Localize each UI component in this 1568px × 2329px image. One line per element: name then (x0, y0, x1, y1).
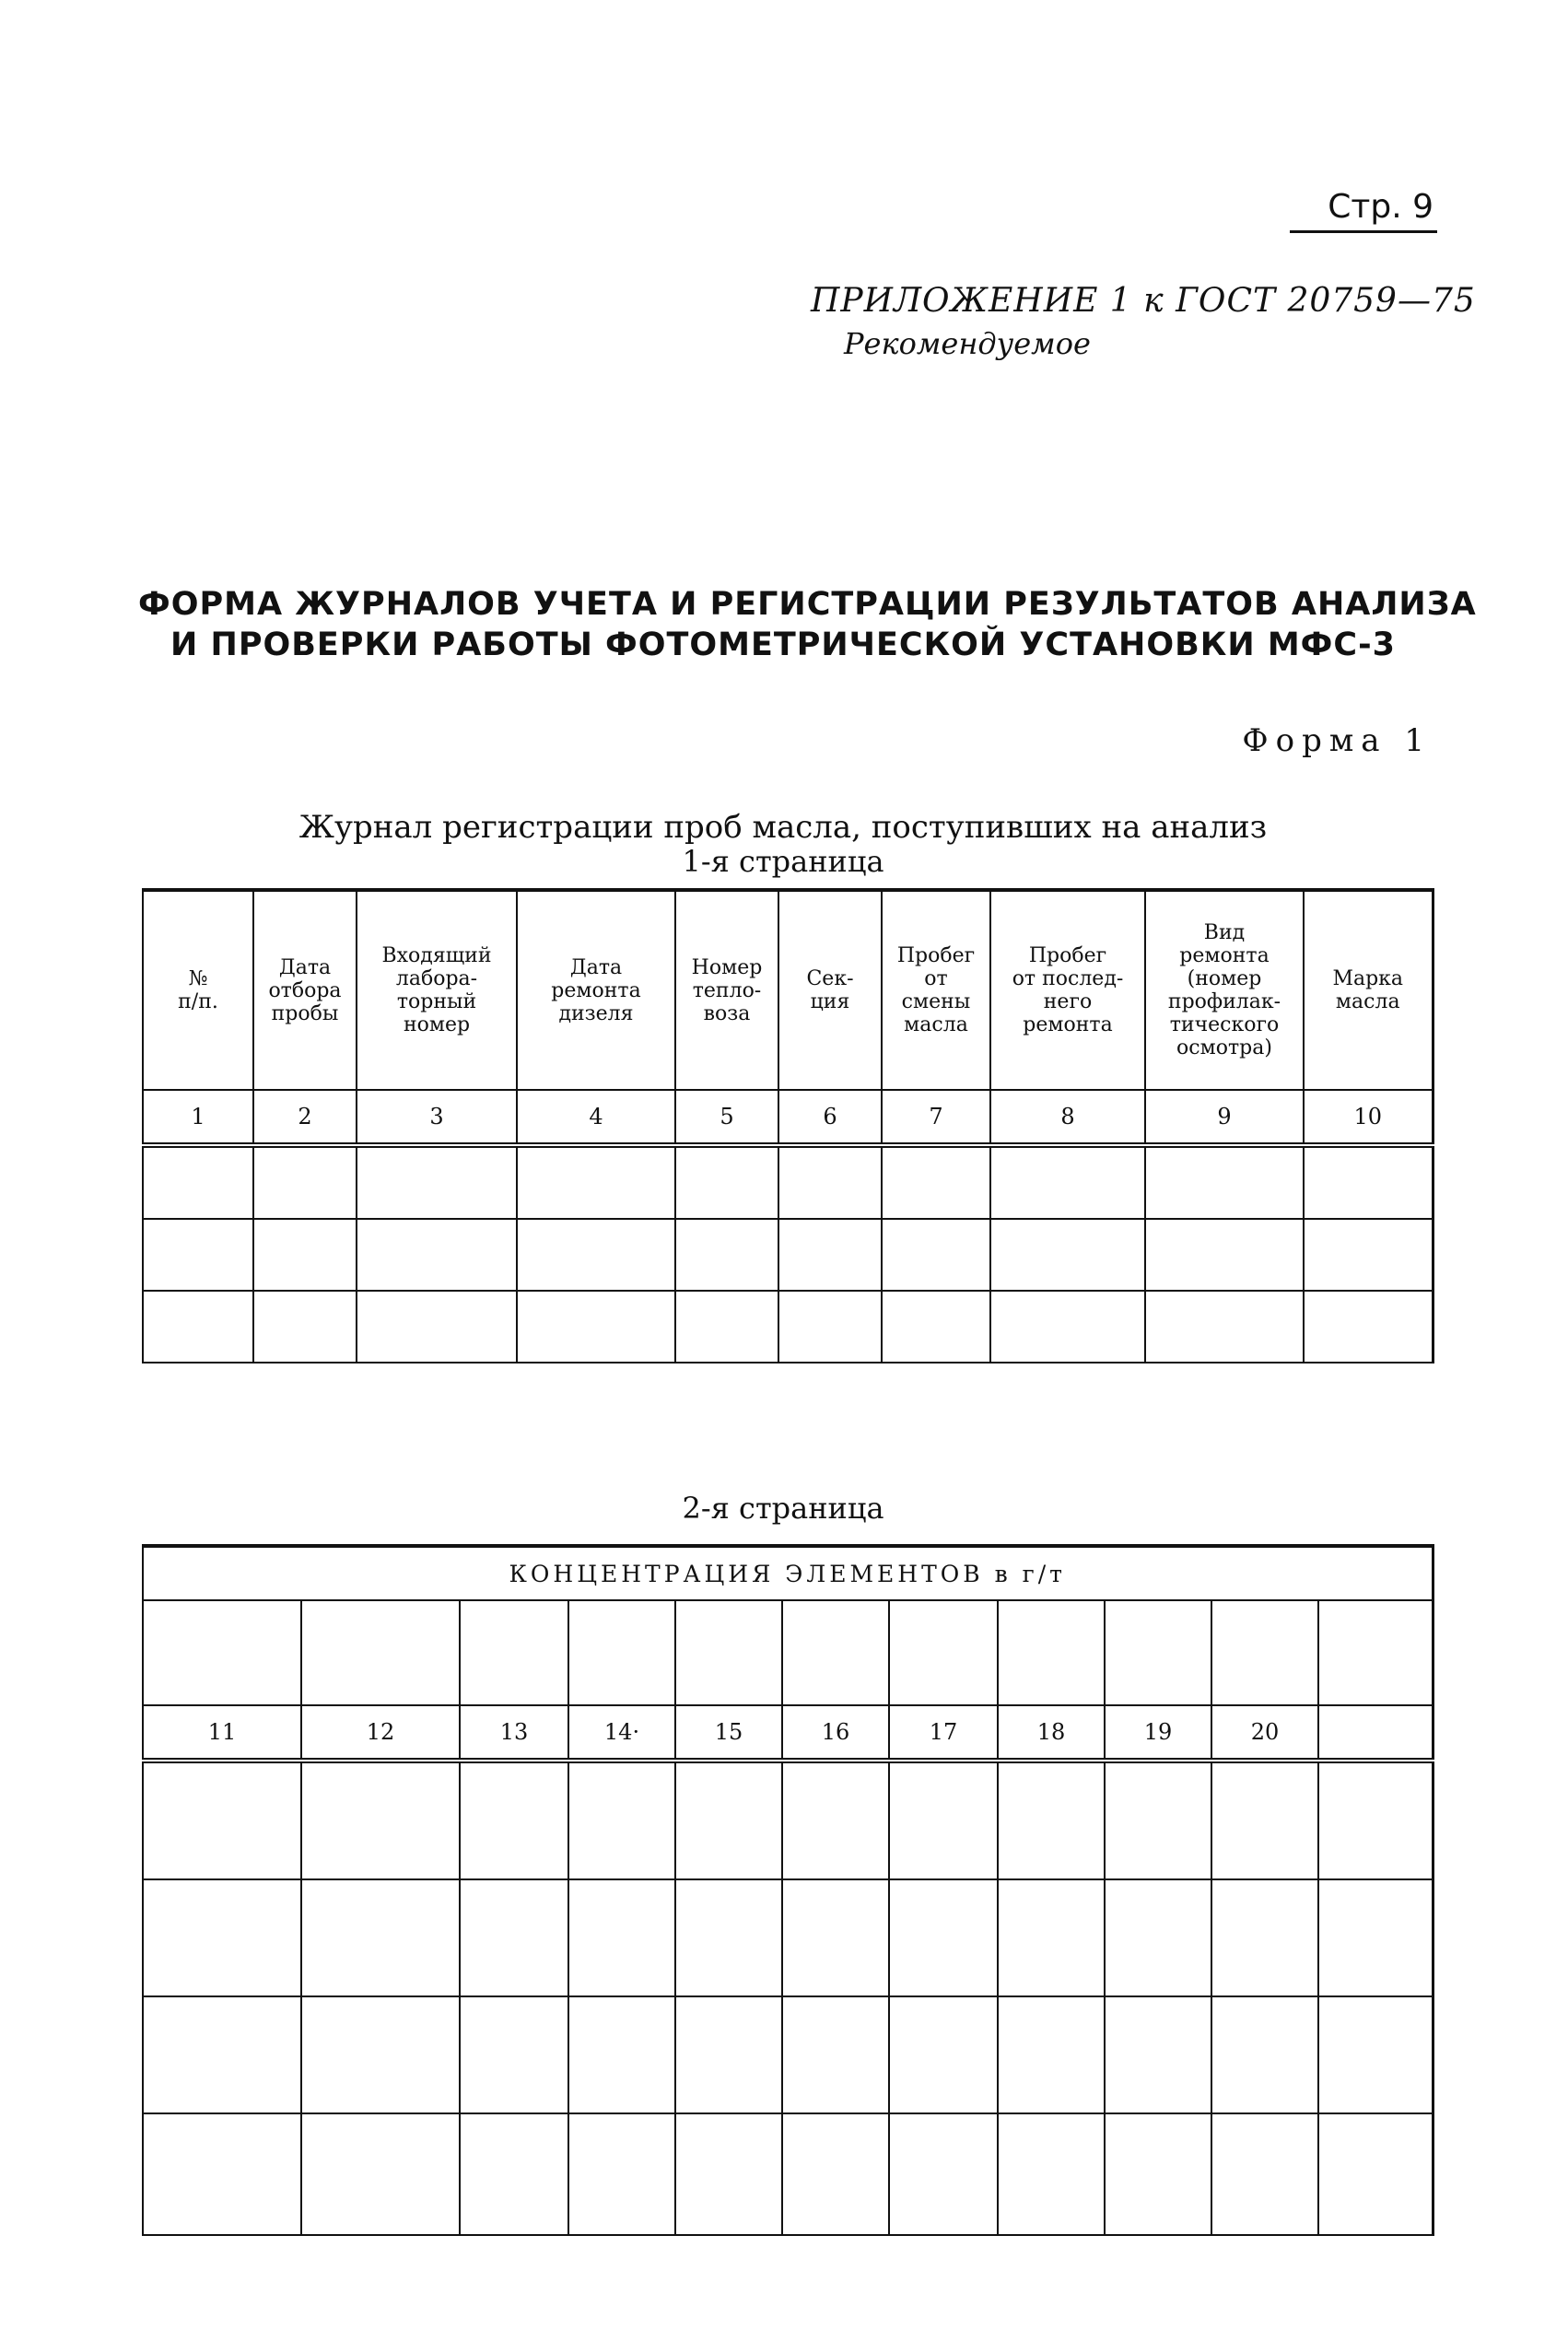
blank-cell (882, 1291, 990, 1363)
column-number: 13 (460, 1705, 568, 1761)
document-heading-line-2: И ПРОВЕРКИ РАБОТЫ ФОТОМЕТРИЧЕСКОЙ УСТАНОВКИ МФС-3 (170, 626, 1396, 663)
document-heading-line-1: ФОРМА ЖУРНАЛОВ УЧЕТА И РЕГИСТРАЦИИ РЕЗУЛЬТАТОВ АНАЛИЗА (138, 586, 1477, 623)
column-header: Дата отбора пробы (253, 890, 357, 1090)
blank-cell (782, 2113, 889, 2235)
blank-cell (357, 1219, 517, 1291)
blank-cell (568, 2113, 675, 2235)
blank-cell (301, 2113, 460, 2235)
blank-cell (568, 1761, 675, 1879)
column-number: 12 (301, 1705, 460, 1761)
blank-cell (778, 1145, 882, 1219)
blank-cell (1318, 1879, 1433, 1996)
blank-cell (990, 1291, 1145, 1363)
blank-cell (1211, 1879, 1318, 1996)
blank-cell (1318, 1996, 1433, 2113)
element-header-cell (889, 1600, 998, 1705)
blank-cell (675, 1879, 782, 1996)
blank-cell (143, 1145, 253, 1219)
blank-cell (889, 1996, 998, 2113)
blank-cell (517, 1219, 675, 1291)
blank-cell (253, 1145, 357, 1219)
column-number: 4 (517, 1090, 675, 1145)
concentration-group-header: КОНЦЕНТРАЦИЯ ЭЛЕМЕНТОВ в г/т (143, 1546, 1433, 1600)
column-number: 17 (889, 1705, 998, 1761)
blank-cell (778, 1219, 882, 1291)
journal-table-page-1 (142, 888, 1434, 1363)
blank-cell (1105, 1996, 1211, 2113)
column-header: Дата ремонта дизеля (517, 890, 675, 1090)
blank-cell (998, 1761, 1105, 1879)
column-number (1318, 1705, 1433, 1761)
blank-cell (1318, 1761, 1433, 1879)
column-number: 18 (998, 1705, 1105, 1761)
column-header: Сек- ция (778, 890, 882, 1090)
element-header-row (143, 1600, 1433, 1705)
column-header: Марка масла (1304, 890, 1433, 1090)
blank-entry-row (143, 2113, 1433, 2235)
blank-cell (143, 2113, 301, 2235)
blank-cell (1105, 2113, 1211, 2235)
blank-cell (889, 1761, 998, 1879)
element-header-cell (301, 1600, 460, 1705)
blank-entry-row (143, 1761, 1433, 1879)
blank-cell (460, 1996, 568, 2113)
blank-entry-row (143, 1145, 1433, 1219)
blank-cell (517, 1145, 675, 1219)
page-1-label: 1-я страница (682, 844, 884, 879)
blank-cell (1211, 1996, 1318, 2113)
blank-cell (253, 1291, 357, 1363)
blank-cell (143, 1219, 253, 1291)
column-header: Входящий лабора- торный номер (357, 890, 517, 1090)
element-header-cell (1105, 1600, 1211, 1705)
blank-cell (1145, 1291, 1304, 1363)
blank-cell (782, 1879, 889, 1996)
column-number: 7 (882, 1090, 990, 1145)
blank-cell (889, 2113, 998, 2235)
blank-cell (998, 1996, 1105, 2113)
element-header-cell (1211, 1600, 1318, 1705)
blank-cell (1105, 1761, 1211, 1879)
annex-title: ПРИЛОЖЕНИЕ 1 к ГОСТ 20759—75 (811, 282, 1476, 320)
blank-cell (301, 1996, 460, 2113)
column-header: Пробег от послед- него ремонта (990, 890, 1145, 1090)
element-header-cell (782, 1600, 889, 1705)
blank-cell (460, 1879, 568, 1996)
element-header-cell (675, 1600, 782, 1705)
page-2-label: 2-я страница (682, 1491, 884, 1526)
blank-cell (357, 1145, 517, 1219)
blank-cell (1304, 1219, 1433, 1291)
form-label: Форма 1 (1242, 722, 1432, 759)
blank-cell (882, 1219, 990, 1291)
blank-cell (675, 1145, 778, 1219)
blank-cell (143, 1761, 301, 1879)
blank-cell (889, 1879, 998, 1996)
column-number: 3 (357, 1090, 517, 1145)
blank-cell (460, 1761, 568, 1879)
blank-cell (1105, 1879, 1211, 1996)
element-header-cell (998, 1600, 1105, 1705)
column-number: 9 (1145, 1090, 1304, 1145)
blank-cell (1145, 1219, 1304, 1291)
blank-cell (1145, 1145, 1304, 1219)
blank-cell (675, 2113, 782, 2235)
blank-cell (778, 1291, 882, 1363)
column-number: 11 (143, 1705, 301, 1761)
column-number: 19 (1105, 1705, 1211, 1761)
column-header: Номер тепло- воза (675, 890, 778, 1090)
blank-cell (675, 1219, 778, 1291)
blank-cell (1304, 1291, 1433, 1363)
column-number: 10 (1304, 1090, 1433, 1145)
blank-cell (517, 1291, 675, 1363)
blank-cell (568, 1996, 675, 2113)
column-number: 1 (143, 1090, 253, 1145)
blank-cell (782, 1996, 889, 2113)
blank-cell (990, 1145, 1145, 1219)
blank-entry-row (143, 1219, 1433, 1291)
element-header-cell (143, 1600, 301, 1705)
blank-cell (143, 1291, 253, 1363)
blank-cell (143, 1996, 301, 2113)
journal-title: Журнал регистрации проб масла, поступивших на анализ (298, 809, 1268, 846)
column-number: 2 (253, 1090, 357, 1145)
blank-entry-row (143, 1291, 1433, 1363)
page-number: Стр. 9 (1328, 188, 1433, 226)
blank-cell (253, 1219, 357, 1291)
blank-cell (1211, 2113, 1318, 2235)
element-header-cell (460, 1600, 568, 1705)
blank-cell (1211, 1761, 1318, 1879)
blank-cell (675, 1761, 782, 1879)
blank-cell (1304, 1145, 1433, 1219)
blank-cell (675, 1996, 782, 2113)
blank-cell (357, 1291, 517, 1363)
blank-cell (1318, 2113, 1433, 2235)
column-header: Пробег от смены масла (882, 890, 990, 1090)
element-header-cell (568, 1600, 675, 1705)
blank-cell (998, 2113, 1105, 2235)
column-number: 8 (990, 1090, 1145, 1145)
annex-subtitle: Рекомендуемое (844, 326, 1091, 361)
blank-cell (998, 1879, 1105, 1996)
blank-cell (143, 1879, 301, 1996)
column-number: 15 (675, 1705, 782, 1761)
page-number-underline (1290, 230, 1437, 233)
column-header: № п/п. (143, 890, 253, 1090)
blank-cell (301, 1761, 460, 1879)
column-number: 5 (675, 1090, 778, 1145)
blank-cell (460, 2113, 568, 2235)
element-header-cell (1318, 1600, 1433, 1705)
blank-entry-row (143, 1996, 1433, 2113)
blank-cell (782, 1761, 889, 1879)
blank-cell (301, 1879, 460, 1996)
blank-cell (675, 1291, 778, 1363)
column-number: 14· (568, 1705, 675, 1761)
journal-table-page-2 (142, 1544, 1434, 2236)
blank-cell (568, 1879, 675, 1996)
column-number: 16 (782, 1705, 889, 1761)
blank-cell (990, 1219, 1145, 1291)
blank-cell (882, 1145, 990, 1219)
column-number: 20 (1211, 1705, 1318, 1761)
blank-entry-row (143, 1879, 1433, 1996)
column-header: Вид ремонта (номер профилак- тического осмотра) (1145, 890, 1304, 1090)
column-number: 6 (778, 1090, 882, 1145)
